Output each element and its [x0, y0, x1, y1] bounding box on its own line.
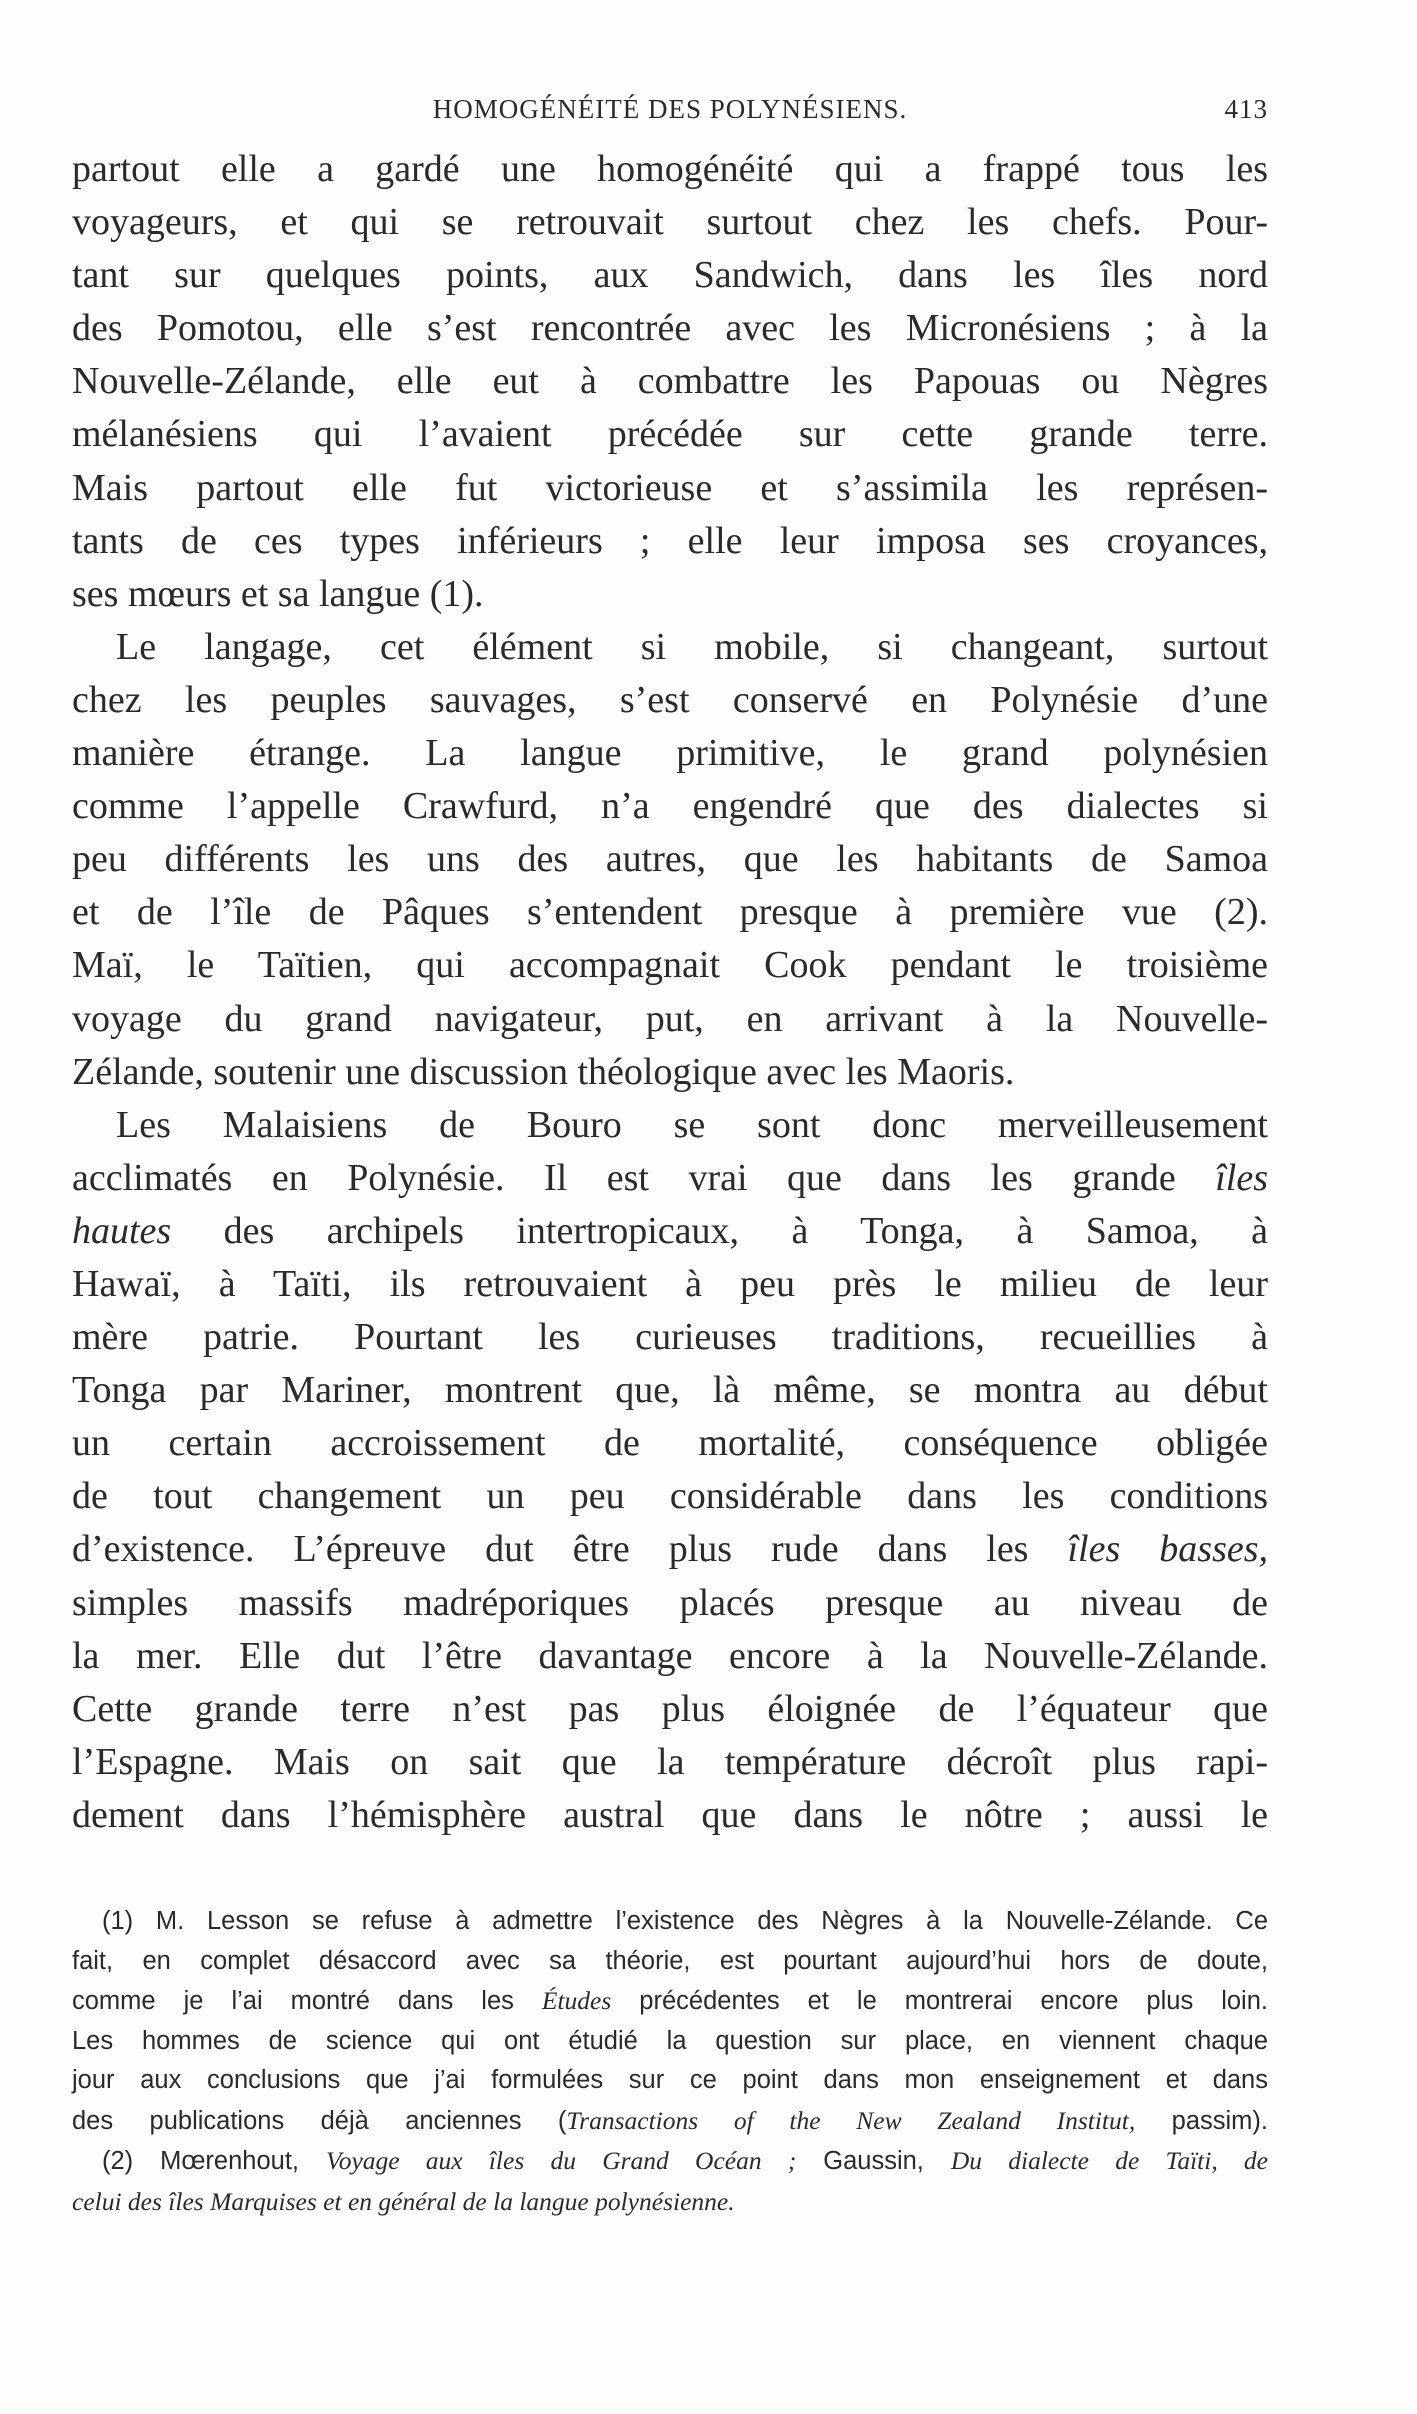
paragraph-3	[72, 1099, 1268, 1842]
text-line: Zélande, soutenir une discussion théologique avec les Maoris.	[72, 1050, 1015, 1093]
footnote-line	[72, 2141, 1268, 2182]
italic-term: hautes	[72, 1209, 172, 1252]
text-line: tants de ces types inférieurs ; elle leur imposa ses croyances,	[72, 519, 1268, 562]
text-line: simples massifs madréporiques placés presque au niveau de	[72, 1581, 1268, 1624]
text-line: manière étrange. La langue primitive, le grand polynésien	[72, 732, 1268, 775]
text-line: comme l’appelle Crawfurd, n’a engendré que des dialectes si	[72, 785, 1268, 828]
text-run: comme je l’ai montré dans les	[72, 1987, 514, 2015]
footnote-line: (1) M. Lesson se refuse à admettre l’existence des Nègres à la Nouvelle-Zélande. Ce	[102, 1907, 1268, 1935]
text-line: Le langage, cet élément si mobile, si changeant, surtout	[116, 625, 1268, 668]
text-line: Cette grande terre n’est pas plus éloignée de l’équateur que	[72, 1687, 1268, 1730]
text-line: l’Espagne. Mais on sait que la température décroît plus rapi-	[72, 1740, 1268, 1783]
text-line: Mais partout elle fut victorieuse et s’assimila les représen-	[72, 466, 1268, 509]
text-line: Tonga par Mariner, montrent que, là même, se montra au début	[72, 1369, 1268, 1412]
italic-term: Du dialecte de Taïti, de	[950, 2146, 1269, 2175]
text-line: dement dans l’hémisphère austral que dans le nôtre ; aussi le	[72, 1793, 1268, 1836]
text-line	[72, 1205, 1268, 1258]
text-line: peu différents les uns des autres, que les habitants de Samoa	[72, 838, 1268, 881]
footnote-line: Les hommes de science qui ont étudié la question sur place, en viennent chaque	[72, 2026, 1268, 2055]
text-line: voyageurs, et qui se retrouvait surtout chez les chefs. Pour-	[72, 201, 1268, 244]
text-line: Maï, le Taïtien, qui accompagnait Cook pendant le troisième	[72, 944, 1268, 987]
italic-term: Voyage aux îles du Grand Océan ;	[325, 2146, 797, 2175]
text-line: ses mœurs et sa langue (1).	[72, 572, 484, 615]
text-line: Les Malaisiens de Bouro se sont donc merveilleusement	[116, 1103, 1268, 1146]
running-title: HOMOGÉNÉITÉ DES POLYNÉSIENS.	[432, 94, 908, 124]
footnotes	[72, 1902, 1268, 2222]
text-run: précédentes et le montrerai encore plus loin.	[639, 1987, 1268, 2015]
paragraph-2	[72, 621, 1268, 1099]
text-line: mère patrie. Pourtant les curieuses traditions, recueillies à	[72, 1316, 1268, 1359]
main-text	[72, 143, 1268, 1842]
italic-term: Transactions of the New Zealand Institut,	[566, 2105, 1136, 2135]
text-line	[72, 1523, 1268, 1576]
text-line: la mer. Elle dut l’être davantage encore à la Nouvelle-Zélande.	[72, 1634, 1268, 1677]
footnote-line: fait, en complet désaccord avec sa théorie, est pourtant aujourd’hui hors de doute,	[72, 1946, 1268, 1975]
text-line: voyage du grand navigateur, put, en arrivant à la Nouvelle-	[72, 997, 1268, 1040]
text-line: chez les peuples sauvages, s’est conservé en Polynésie d’une	[72, 678, 1268, 721]
running-head	[72, 94, 1268, 134]
footnote-line	[72, 1981, 1268, 2022]
footnote-1	[72, 1902, 1268, 2141]
page-number: 413	[1224, 94, 1268, 124]
paragraph-1	[72, 143, 1268, 621]
text-line: un certain accroissement de mortalité, conséquence obligée	[72, 1422, 1268, 1465]
text-run: (2) Mœrenhout,	[102, 2147, 299, 2175]
text-line: partout elle a gardé une homogénéité qui a frappé tous les	[72, 148, 1268, 190]
footnote-line: jour aux conclusions que j’ai formulées sur ce point dans mon enseignement et dans	[72, 2066, 1268, 2094]
italic-term: Études	[541, 1986, 612, 2015]
text-run: acclimatés en Polynésie. Il est vrai que dans les grande	[72, 1156, 1176, 1199]
footnote-2	[72, 2141, 1268, 2222]
footnote-line	[72, 2101, 1268, 2142]
italic-term: îles basses,	[1067, 1528, 1269, 1571]
text-line: et de l’île de Pâques s’entendent presque à première vue (2).	[72, 891, 1268, 934]
italic-term: celui des îles Marquises et en général de la langue polynésienne.	[72, 2186, 735, 2216]
text-line: tant sur quelques points, aux Sandwich, dans les îles nord	[72, 254, 1268, 297]
text-run: d’existence. L’épreuve dut être plus rude dans les	[72, 1528, 1029, 1571]
text-line	[72, 1152, 1268, 1205]
text-run: des publications déjà anciennes (	[72, 2106, 567, 2135]
footnote-line	[72, 2182, 1268, 2223]
text-line: de tout changement un peu considérable dans les conditions	[72, 1475, 1268, 1518]
text-line: Nouvelle-Zélande, elle eut à combattre les Papouas ou Nègres	[72, 360, 1268, 403]
text-run: Gaussin,	[823, 2147, 924, 2175]
text-run: passim).	[1171, 2106, 1268, 2135]
text-line: Hawaï, à Taïti, ils retrouvaient à peu près le milieu de leur	[72, 1262, 1268, 1305]
text-run: des archipels intertropicaux, à Tonga, à Samoa, à	[223, 1209, 1268, 1252]
text-line: des Pomotou, elle s’est rencontrée avec les Micronésiens ; à la	[72, 307, 1268, 350]
text-line: mélanésiens qui l’avaient précédée sur cette grande terre.	[72, 413, 1268, 456]
italic-term: îles	[1215, 1156, 1269, 1199]
